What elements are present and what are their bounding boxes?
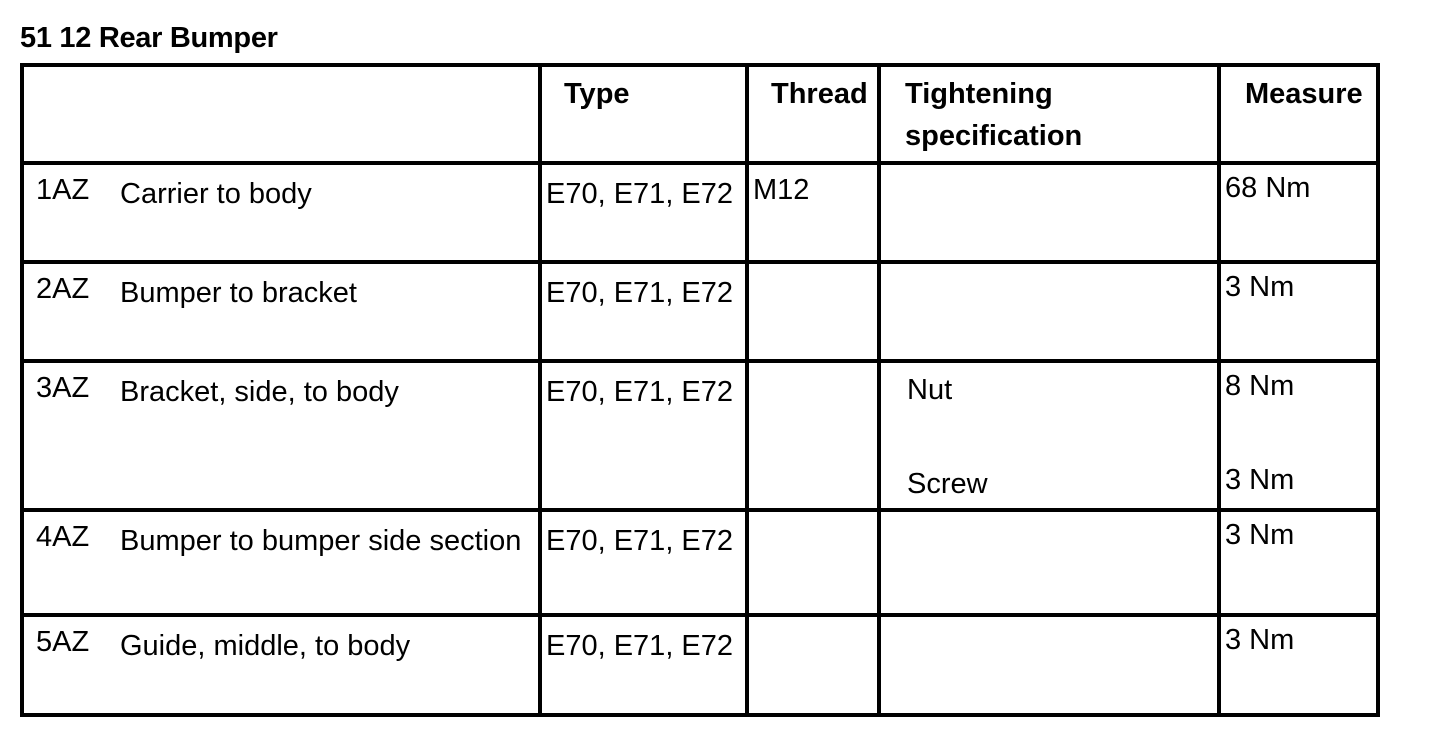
item-cell xyxy=(22,262,540,361)
item-description: Guide, middle, to body xyxy=(120,630,411,662)
measure-cell xyxy=(1219,510,1378,615)
header-measure: Measure xyxy=(1219,65,1378,163)
tightening-nut: Nut xyxy=(907,374,953,406)
table-row xyxy=(22,262,1378,361)
item-number: 1AZ xyxy=(36,174,90,206)
torque-spec-table xyxy=(20,63,1380,717)
thread-cell xyxy=(747,262,879,361)
header-type: Type xyxy=(540,65,747,163)
tightening-cell xyxy=(879,163,1219,262)
thread-cell xyxy=(747,615,879,715)
table-row xyxy=(22,615,1378,715)
item-number: 2AZ xyxy=(36,273,90,305)
table-row xyxy=(22,510,1378,615)
thread-cell xyxy=(747,361,879,510)
table-row xyxy=(22,163,1378,262)
type-cell: E70, E71, E72 xyxy=(540,163,747,262)
header-tightening-specification: Tightening specification xyxy=(879,65,1219,163)
thread-cell xyxy=(747,510,879,615)
item-description: Bracket, side, to body xyxy=(120,376,399,408)
item-cell xyxy=(22,163,540,262)
type-cell: E70, E71, E72 xyxy=(540,615,747,715)
measure-cell xyxy=(1219,262,1378,361)
measure-value: 3 Nm xyxy=(1225,271,1295,303)
tightening-screw: Screw xyxy=(907,468,988,500)
tightening-cell xyxy=(879,361,1219,510)
tightening-cell xyxy=(879,262,1219,361)
tightening-cell xyxy=(879,510,1219,615)
measure-value: 3 Nm xyxy=(1225,624,1295,656)
table-header-row xyxy=(22,65,1378,163)
table-row xyxy=(22,361,1378,510)
header-item-blank xyxy=(22,65,540,163)
thread-cell: M12 xyxy=(747,163,879,262)
type-cell: E70, E71, E72 xyxy=(540,262,747,361)
type-cell: E70, E71, E72 xyxy=(540,361,747,510)
item-number: 5AZ xyxy=(36,626,90,658)
item-cell xyxy=(22,615,540,715)
measure-cell xyxy=(1219,615,1378,715)
measure-nut-value: 8 Nm xyxy=(1225,370,1295,402)
type-cell: E70, E71, E72 xyxy=(540,510,747,615)
item-description: Bumper to bumper side section xyxy=(120,525,522,557)
measure-cell xyxy=(1219,163,1378,262)
tightening-cell xyxy=(879,615,1219,715)
item-number: 4AZ xyxy=(36,521,90,553)
measure-value: 68 Nm xyxy=(1225,172,1311,204)
item-number: 3AZ xyxy=(36,372,90,404)
document-title: 51 12 Rear Bumper xyxy=(20,22,278,54)
measure-value: 3 Nm xyxy=(1225,519,1295,551)
measure-screw-value: 3 Nm xyxy=(1225,464,1295,496)
item-cell xyxy=(22,510,540,615)
item-description: Carrier to body xyxy=(120,178,312,210)
measure-cell xyxy=(1219,361,1378,510)
item-description: Bumper to bracket xyxy=(120,277,357,309)
item-cell xyxy=(22,361,540,510)
header-thread: Thread xyxy=(747,65,879,163)
